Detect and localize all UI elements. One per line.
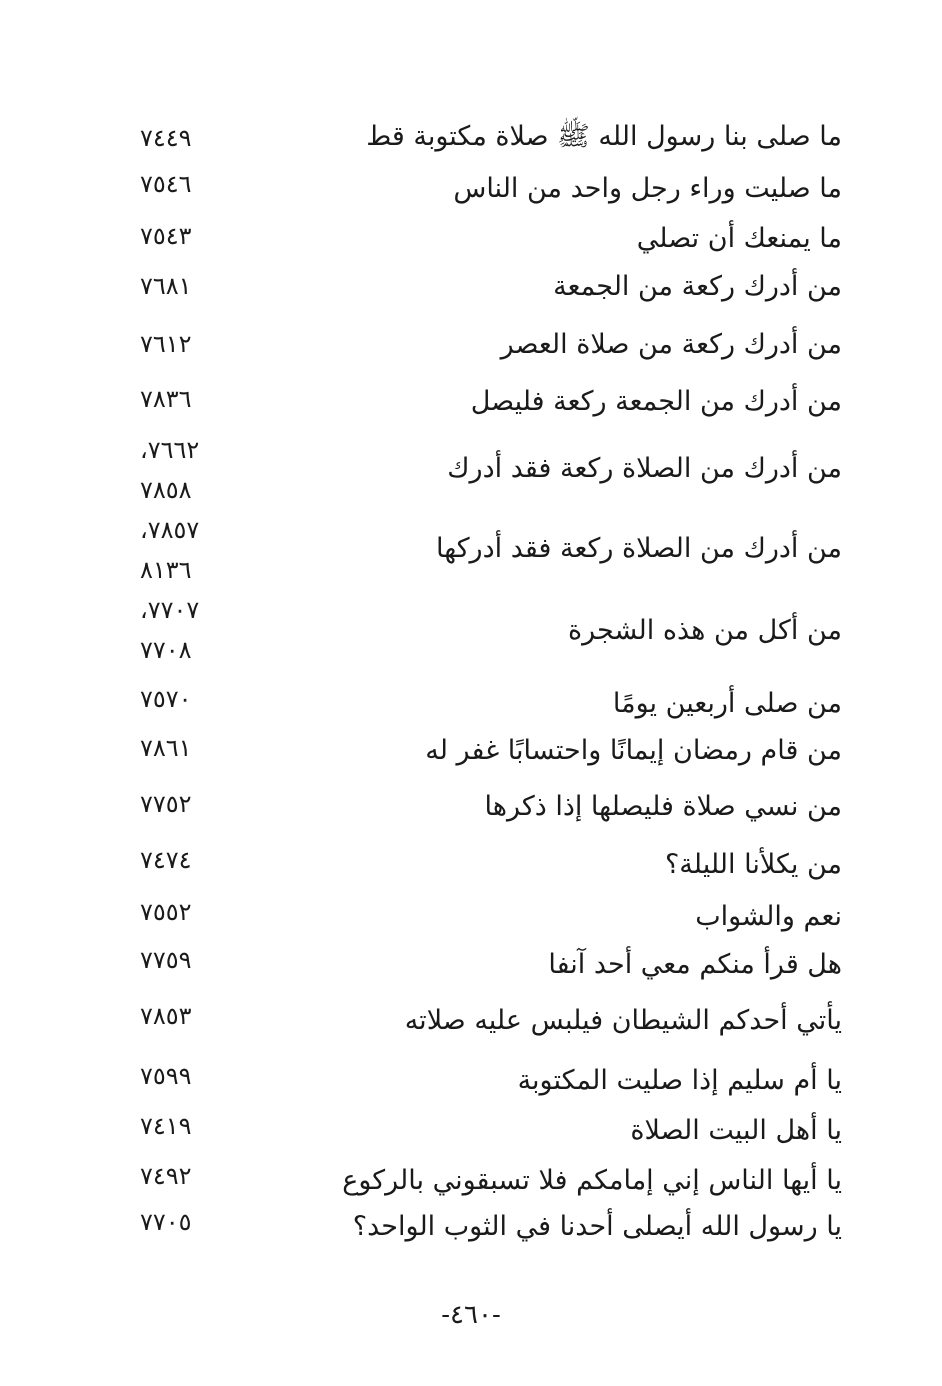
entry-numbers xyxy=(140,892,240,932)
entry-number: ٨١٣٦ xyxy=(140,556,192,584)
entry-numbers xyxy=(140,1056,240,1096)
entry-numbers xyxy=(140,216,240,256)
entry-numbers xyxy=(140,679,240,719)
entry-text: من قام رمضان إيمانًا واحتسابًا غفر له xyxy=(425,735,842,766)
entry-text: يا أهل البيت الصلاة xyxy=(630,1115,842,1146)
entry-number: ٧٧٠٥ xyxy=(140,1208,192,1236)
entry-numbers xyxy=(140,266,240,306)
entry-number: ٧٥٥٢ xyxy=(140,898,192,926)
entry-numbers xyxy=(140,728,240,768)
entry-text: من صلى أربعين يومًا xyxy=(612,688,842,719)
entry-number: ٧٨٥٨ xyxy=(140,476,192,504)
entry-text: ما صليت وراء رجل واحد من الناس xyxy=(453,173,842,204)
entry-number: ٧٨٥٧، xyxy=(140,516,200,544)
page-number: -٤٦٠- xyxy=(441,1300,501,1330)
entry-number: ٧٨٦١ xyxy=(140,734,192,762)
entry-text: ما صلى بنا رسول الله ﷺ صلاة مكتوبة قط xyxy=(366,121,842,152)
entry-numbers xyxy=(140,164,240,204)
entry-number: ٧٧٥٢ xyxy=(140,790,192,818)
entry-numbers xyxy=(140,118,240,158)
entry-number: ٧٤٤٩ xyxy=(140,124,192,152)
entry-number: ٧٥٩٩ xyxy=(140,1062,192,1090)
entry-number: ٧٥٧٠ xyxy=(140,685,192,713)
entry-number: ٧٧٥٩ xyxy=(140,946,192,974)
entry-text: يا رسول الله أيصلى أحدنا في الثوب الواحد؟ xyxy=(352,1211,842,1242)
entry-numbers xyxy=(140,379,240,419)
entry-text: هل قرأ منكم معي أحد آنفا xyxy=(548,949,842,980)
entry-text: من نسي صلاة فليصلها إذا ذكرها xyxy=(484,791,842,822)
entry-number: ٧٦١٢ xyxy=(140,330,192,358)
entry-text: من أدرك ركعة من الجمعة xyxy=(553,271,842,302)
entry-text: نعم والشواب xyxy=(695,901,842,932)
entry-numbers xyxy=(140,1202,240,1242)
entry-number: ٧٤١٩ xyxy=(140,1112,192,1140)
entry-numbers xyxy=(140,784,240,824)
entry-text: من أدرك من الصلاة ركعة فقد أدرك xyxy=(447,453,842,484)
entry-number: ٧٧٠٨ xyxy=(140,636,192,664)
entry-number: ٧٤٧٤ xyxy=(140,846,192,874)
entry-text: من أدرك من الجمعة ركعة فليصل xyxy=(470,386,842,417)
entry-number: ٧٥٤٣ xyxy=(140,222,192,250)
entry-number: ٧٦٦٢، xyxy=(140,436,200,464)
entry-numbers xyxy=(140,840,240,880)
entry-text: من يكلأنا الليلة؟ xyxy=(664,849,842,880)
entry-text: ما يمنعك أن تصلي xyxy=(636,223,842,254)
entry-numbers xyxy=(140,996,240,1036)
entry-numbers xyxy=(140,1106,240,1146)
entry-numbers xyxy=(140,430,240,510)
entry-number: ٧٨٥٣ xyxy=(140,1002,192,1030)
entry-text: من أدرك من الصلاة ركعة فقد أدركها xyxy=(436,533,842,564)
entry-numbers xyxy=(140,324,240,364)
entry-number: ٧٦٨١ xyxy=(140,272,192,300)
entry-number: ٧٨٣٦ xyxy=(140,385,192,413)
entry-number: ٧٥٤٦ xyxy=(140,170,192,198)
entry-numbers xyxy=(140,940,240,980)
entry-text: من أكل من هذه الشجرة xyxy=(567,615,842,646)
entry-number: ٧٤٩٢ xyxy=(140,1162,192,1190)
entry-numbers xyxy=(140,590,240,670)
entry-text: يا أم سليم إذا صليت المكتوبة xyxy=(517,1065,842,1096)
entry-text: من أدرك ركعة من صلاة العصر xyxy=(500,329,842,360)
entry-numbers xyxy=(140,510,240,590)
entry-numbers xyxy=(140,1156,240,1196)
entry-text: يأتي أحدكم الشيطان فيلبس عليه صلاته xyxy=(404,1005,842,1036)
entry-text: يا أيها الناس إني إمامكم فلا تسبقوني بالركوع xyxy=(342,1165,842,1196)
entry-number: ٧٧٠٧، xyxy=(140,596,200,624)
